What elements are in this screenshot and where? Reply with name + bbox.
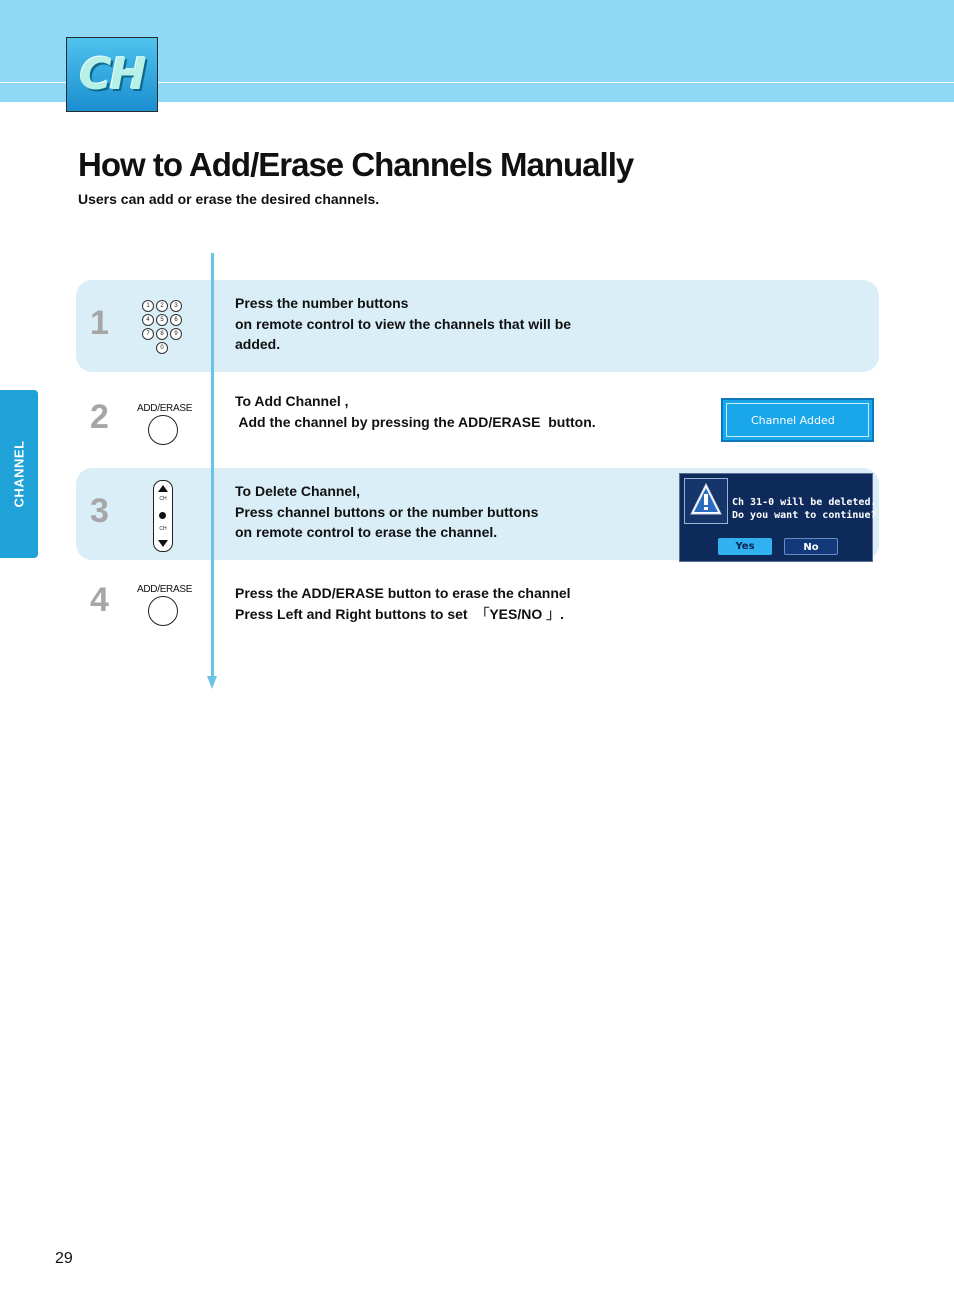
keypad-key-8: 8: [156, 328, 168, 340]
flow-arrow-icon: [207, 676, 217, 689]
osd-channel-added-text: Channel Added: [726, 403, 869, 437]
step-3-line-2: Press channel buttons or the number buttons: [235, 503, 539, 520]
step-4-text: [235, 583, 571, 624]
step-3-line-1: To Delete Channel,: [235, 483, 360, 499]
keypad-key-5: 5: [156, 314, 168, 326]
step-1-number: 1: [90, 304, 109, 342]
ch-logo: [66, 37, 158, 112]
number-keypad-icon: [142, 300, 184, 356]
step-4-number: 4: [90, 581, 109, 619]
keypad-key-9: 9: [170, 328, 182, 340]
step-1-line-3: added.: [235, 336, 281, 352]
step-2-line-2: Add the channel by pressing the ADD/ERASE button.: [235, 413, 596, 430]
ch-logo-text: CH: [79, 49, 145, 100]
channel-up-icon: [158, 485, 168, 492]
step-2-line-1: To Add Channel ,: [235, 393, 349, 409]
keypad-key-7: 7: [142, 328, 154, 340]
side-tab-label: CHANNEL: [11, 440, 27, 508]
step-1-line-2: on remote control to view the channels that will be: [235, 315, 572, 332]
keypad-key-3: 3: [170, 300, 182, 312]
channel-center-dot-icon: [159, 512, 166, 519]
step-2-number: 2: [90, 398, 109, 436]
step-3-number: 3: [90, 492, 109, 530]
channel-up-label: CH: [159, 496, 167, 502]
page-title: How to Add/Erase Channels Manually: [78, 146, 634, 183]
osd-delete-dialog: [679, 473, 877, 562]
dialog-no-button[interactable]: No: [784, 538, 838, 555]
keypad-key-1: 1: [142, 300, 154, 312]
add-erase-button-label: ADD/ERASE: [137, 403, 193, 414]
step-4-line-2: Press Left and Right buttons to set 「YES/NO 」.: [235, 605, 565, 622]
page-subtitle: Users can add or erase the desired channels.: [78, 191, 380, 207]
keypad-key-4: 4: [142, 314, 154, 326]
dialog-message-line-1: Ch 31-0 will be deleted.: [732, 497, 877, 508]
dialog-message-line-2: Do you want to continue?: [732, 510, 877, 521]
keypad-key-2: 2: [156, 300, 168, 312]
channel-rocker-icon: [153, 480, 173, 552]
flow-line: [211, 253, 214, 678]
step-3-text: [235, 481, 538, 543]
osd-channel-added: [721, 398, 874, 442]
add-erase-button-icon-2: [148, 596, 178, 626]
side-tab-channel: [0, 390, 38, 558]
step-2-text: [235, 391, 596, 432]
warning-triangle-icon: [689, 482, 723, 518]
step-1-text: [235, 293, 571, 355]
keypad-key-0: 0: [156, 342, 168, 354]
page-number: 29: [55, 1250, 73, 1267]
channel-down-icon: [158, 540, 168, 547]
dialog-yes-button[interactable]: Yes: [718, 538, 772, 555]
step-4-line-1: Press the ADD/ERASE button to erase the channel: [235, 585, 571, 601]
step-3-line-3: on remote control to erase the channel.: [235, 524, 498, 540]
keypad-key-6: 6: [170, 314, 182, 326]
warning-icon-frame: [684, 478, 728, 524]
channel-down-label: CH: [159, 526, 167, 532]
add-erase-button-label-2: ADD/ERASE: [137, 584, 193, 595]
add-erase-button-icon: [148, 415, 178, 445]
step-1-line-1: Press the number buttons: [235, 295, 409, 311]
